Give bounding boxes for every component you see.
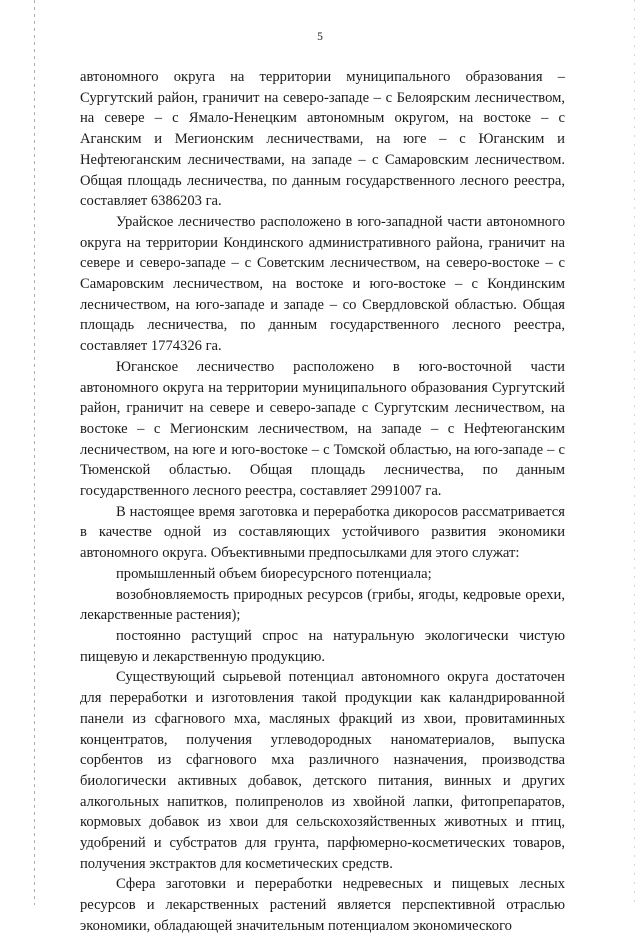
scan-edge-right [634,0,635,905]
paragraph-surgut-continuation: автономного округа на территории муниципального образования – Сургутский район, граничит на северо-западе – с Белоярским лесничеством, на севере – с Ямало-Ненецким автономным округом, на востоке – с Аганским и Мегионским лесничествами, на юге – с Юганским и Нефтеюганским лесничествами, на западе – с Самаровским лесничеством. Общая площадь лесничества, по данным государственного лесного реестра, составляет 6386203 га. [80,69,565,210]
paragraph-premise-renewability: возобновляемость природных ресурсов (грибы, ягоды, кедровые орехи, лекарственные растения); [80,586,565,624]
paragraph-wild-plants-intro: В настоящее время заготовка и переработка дикоросов рассматривается в качестве одной из составляющих устойчивого развития экономики автономного округа. Объективными предпосылками для этого служат: [80,503,565,562]
paragraph-uray-forestry: Урайское лесничество расположено в юго-западной части автономного округа на территории Кондинского административного района, граничит на севере и северо-западе – с Советским лесничеством, на северо-востоке – с Самаровским лесничеством, на востоке и юго-востоке – с Кондинским лесничеством, на юго-западе и западе – со Свердловской областью. Общая площадь лесничества, по данным государственного лесного реестра, составляет 1774326 га. [80,213,565,355]
paragraph-sector-prospects: Сфера заготовки и переработки недревесных и пищевых лесных ресурсов и лекарственных растений является перспективной отраслью экономики, обладающей значительным потенциалом экономического [80,876,565,934]
paragraph-premise-demand: постоянно растущий спрос на натуральную экологически чистую пищевую и лекарственную продукцию. [80,627,565,665]
page-number: 5 [317,31,323,43]
scan-edge-left [34,0,35,905]
document-body [80,67,565,937]
paragraph-yugan-forestry: Юганское лесничество расположено в юго-восточной части автономного округа на территории муниципального образования Сургутский район, граничит на севере и северо-западе с Сургутским лесничеством, на востоке – с Мегионским лесничеством, на западе – с Нефтеюганским лесничеством, на юге и юго-востоке – с Томской областью, на юго-западе – с Тюменской областью. Общая площадь лесничества, по данным государственного лесного реестра, составляет 2991007 га. [80,358,565,500]
paragraph-raw-material-potential: Существующий сырьевой потенциал автономного округа достаточен для переработки и изготовления такой продукции как каландрированной панели из сфагнового мха, масляных фракций из хвои, провитаминных концентратов, получения углеводородных наноматериалов, выпуска сорбентов из сфагнового мха различного назначения, производства биологически активных добавок, детского питания, винных и других алкогольных напитков, полипренолов из хвойной лапки, фитопрепаратов, кормовых добавок из хвои для сельскохозяйственных животных и птиц, удобрений и субстратов для грунта, парфюмерно-косметических товаров, получения экстрактов для косметических средств. [80,669,565,872]
paragraph-premise-volume: промышленный объем биоресурсного потенциала; [116,565,432,582]
